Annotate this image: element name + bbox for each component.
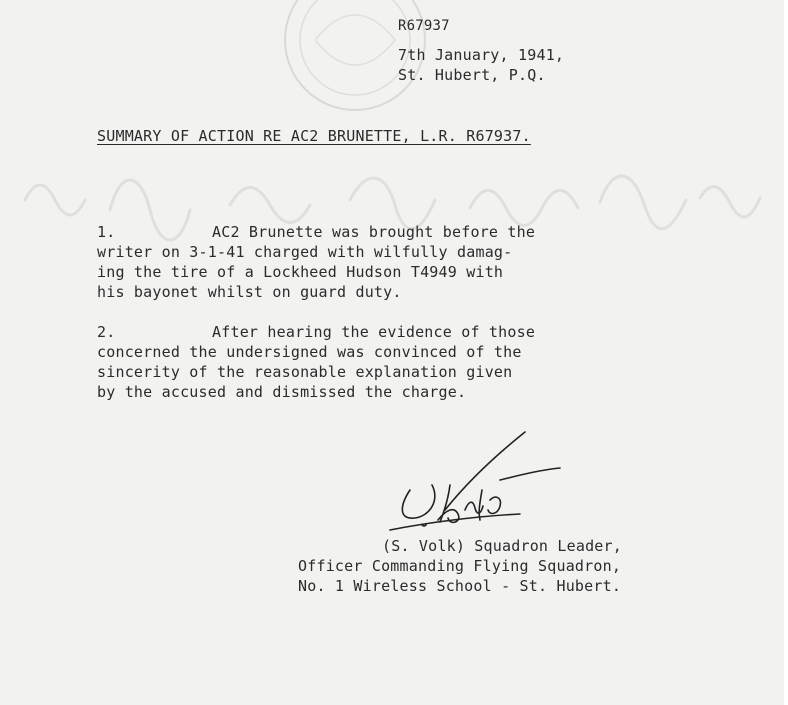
document-title: SUMMARY OF ACTION RE AC2 BRUNETTE, L.R. R67937.: [97, 127, 531, 145]
letter-place: St. Hubert, P.Q.: [398, 66, 546, 84]
paragraph-line: [97, 322, 657, 342]
paragraph-number: 1.: [97, 223, 116, 241]
handwritten-signature: [370, 430, 570, 540]
paragraph-line: concerned the undersigned was convinced of the: [97, 343, 522, 361]
signatory-name: (S. Volk) Squadron Leader,: [382, 537, 622, 555]
paragraph-line: ing the tire of a Lockheed Hudson T4949 with: [97, 263, 504, 281]
paragraph-line: writer on 3-1-41 charged with wilfully damag-: [97, 243, 513, 261]
paragraph-text: After hearing the evidence of those: [212, 323, 536, 341]
paragraph-line: his bayonet whilst on guard duty.: [97, 283, 402, 301]
paragraph-text: AC2 Brunette was brought before the: [212, 223, 536, 241]
page-edge: [784, 0, 788, 705]
signatory-unit: No. 1 Wireless School - St. Hubert.: [298, 577, 622, 595]
paragraph-line: sincerity of the reasonable explanation given: [97, 363, 513, 381]
letter-date: 7th January, 1941,: [398, 46, 565, 64]
paragraph-line: [97, 222, 657, 242]
file-reference: R67937: [398, 18, 450, 34]
signatory-position: Officer Commanding Flying Squadron,: [298, 557, 622, 575]
paragraph-line: by the accused and dismissed the charge.: [97, 383, 467, 401]
paragraph-number: 2.: [97, 323, 116, 341]
paragraph-1: [97, 222, 657, 302]
paragraph-2: [97, 322, 657, 402]
